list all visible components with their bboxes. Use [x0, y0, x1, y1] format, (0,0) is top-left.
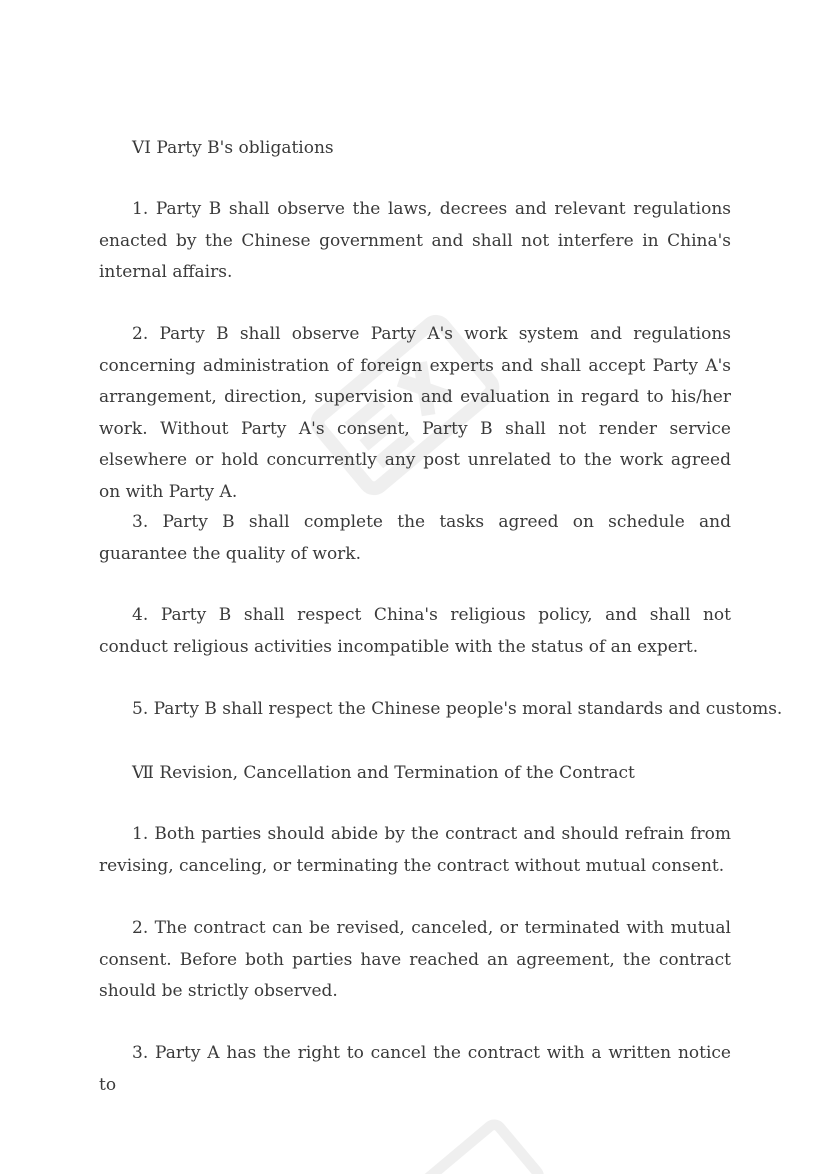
section-vi-item-1: 1. Party B shall observe the laws, decrees and relevant regulations enacted by the Chinese government and shall not interfere in China's internal affairs. [99, 199, 731, 282]
watermark-logo-icon [380, 1100, 560, 1174]
section-vii-item-1: 1. Both parties should abide by the contract and should refrain from revising, canceling, or terminating the contract without mutual consent. [99, 824, 731, 876]
section-vi-item-2: 2. Party B shall observe Party A's work system and regulations concerning administration of foreign experts and shall accept Party A's arrangement, direction, supervision and evaluation in regard to his/her work. Without Party A's consent, Party B shall not render service elsewhere or hold concurrently any post unrelated to the work agreed on with Party A. [99, 324, 731, 502]
section-vi-item-5: 5. Party B shall respect the Chinese people's moral standards and customs. [132, 699, 783, 719]
section-vi-item-4: 4. Party B shall respect China's religious policy, and shall not conduct religious activities incompatible with the status of an expert. [99, 605, 731, 657]
section-vi-heading: VI Party B's obligations [132, 138, 334, 158]
section-vii-heading: Ⅶ Revision, Cancellation and Termination of the Contract [132, 763, 635, 783]
section-vii-item-3: 3. Party A has the right to cancel the contract with a written notice to [99, 1043, 731, 1095]
section-vi-item-3: 3. Party B shall complete the tasks agreed on schedule and guarantee the quality of work. [99, 512, 731, 564]
section-vii-item-2: 2. The contract can be revised, canceled, or terminated with mutual consent. Before both parties have reached an agreement, the contract should be strictly observed. [99, 918, 731, 1001]
